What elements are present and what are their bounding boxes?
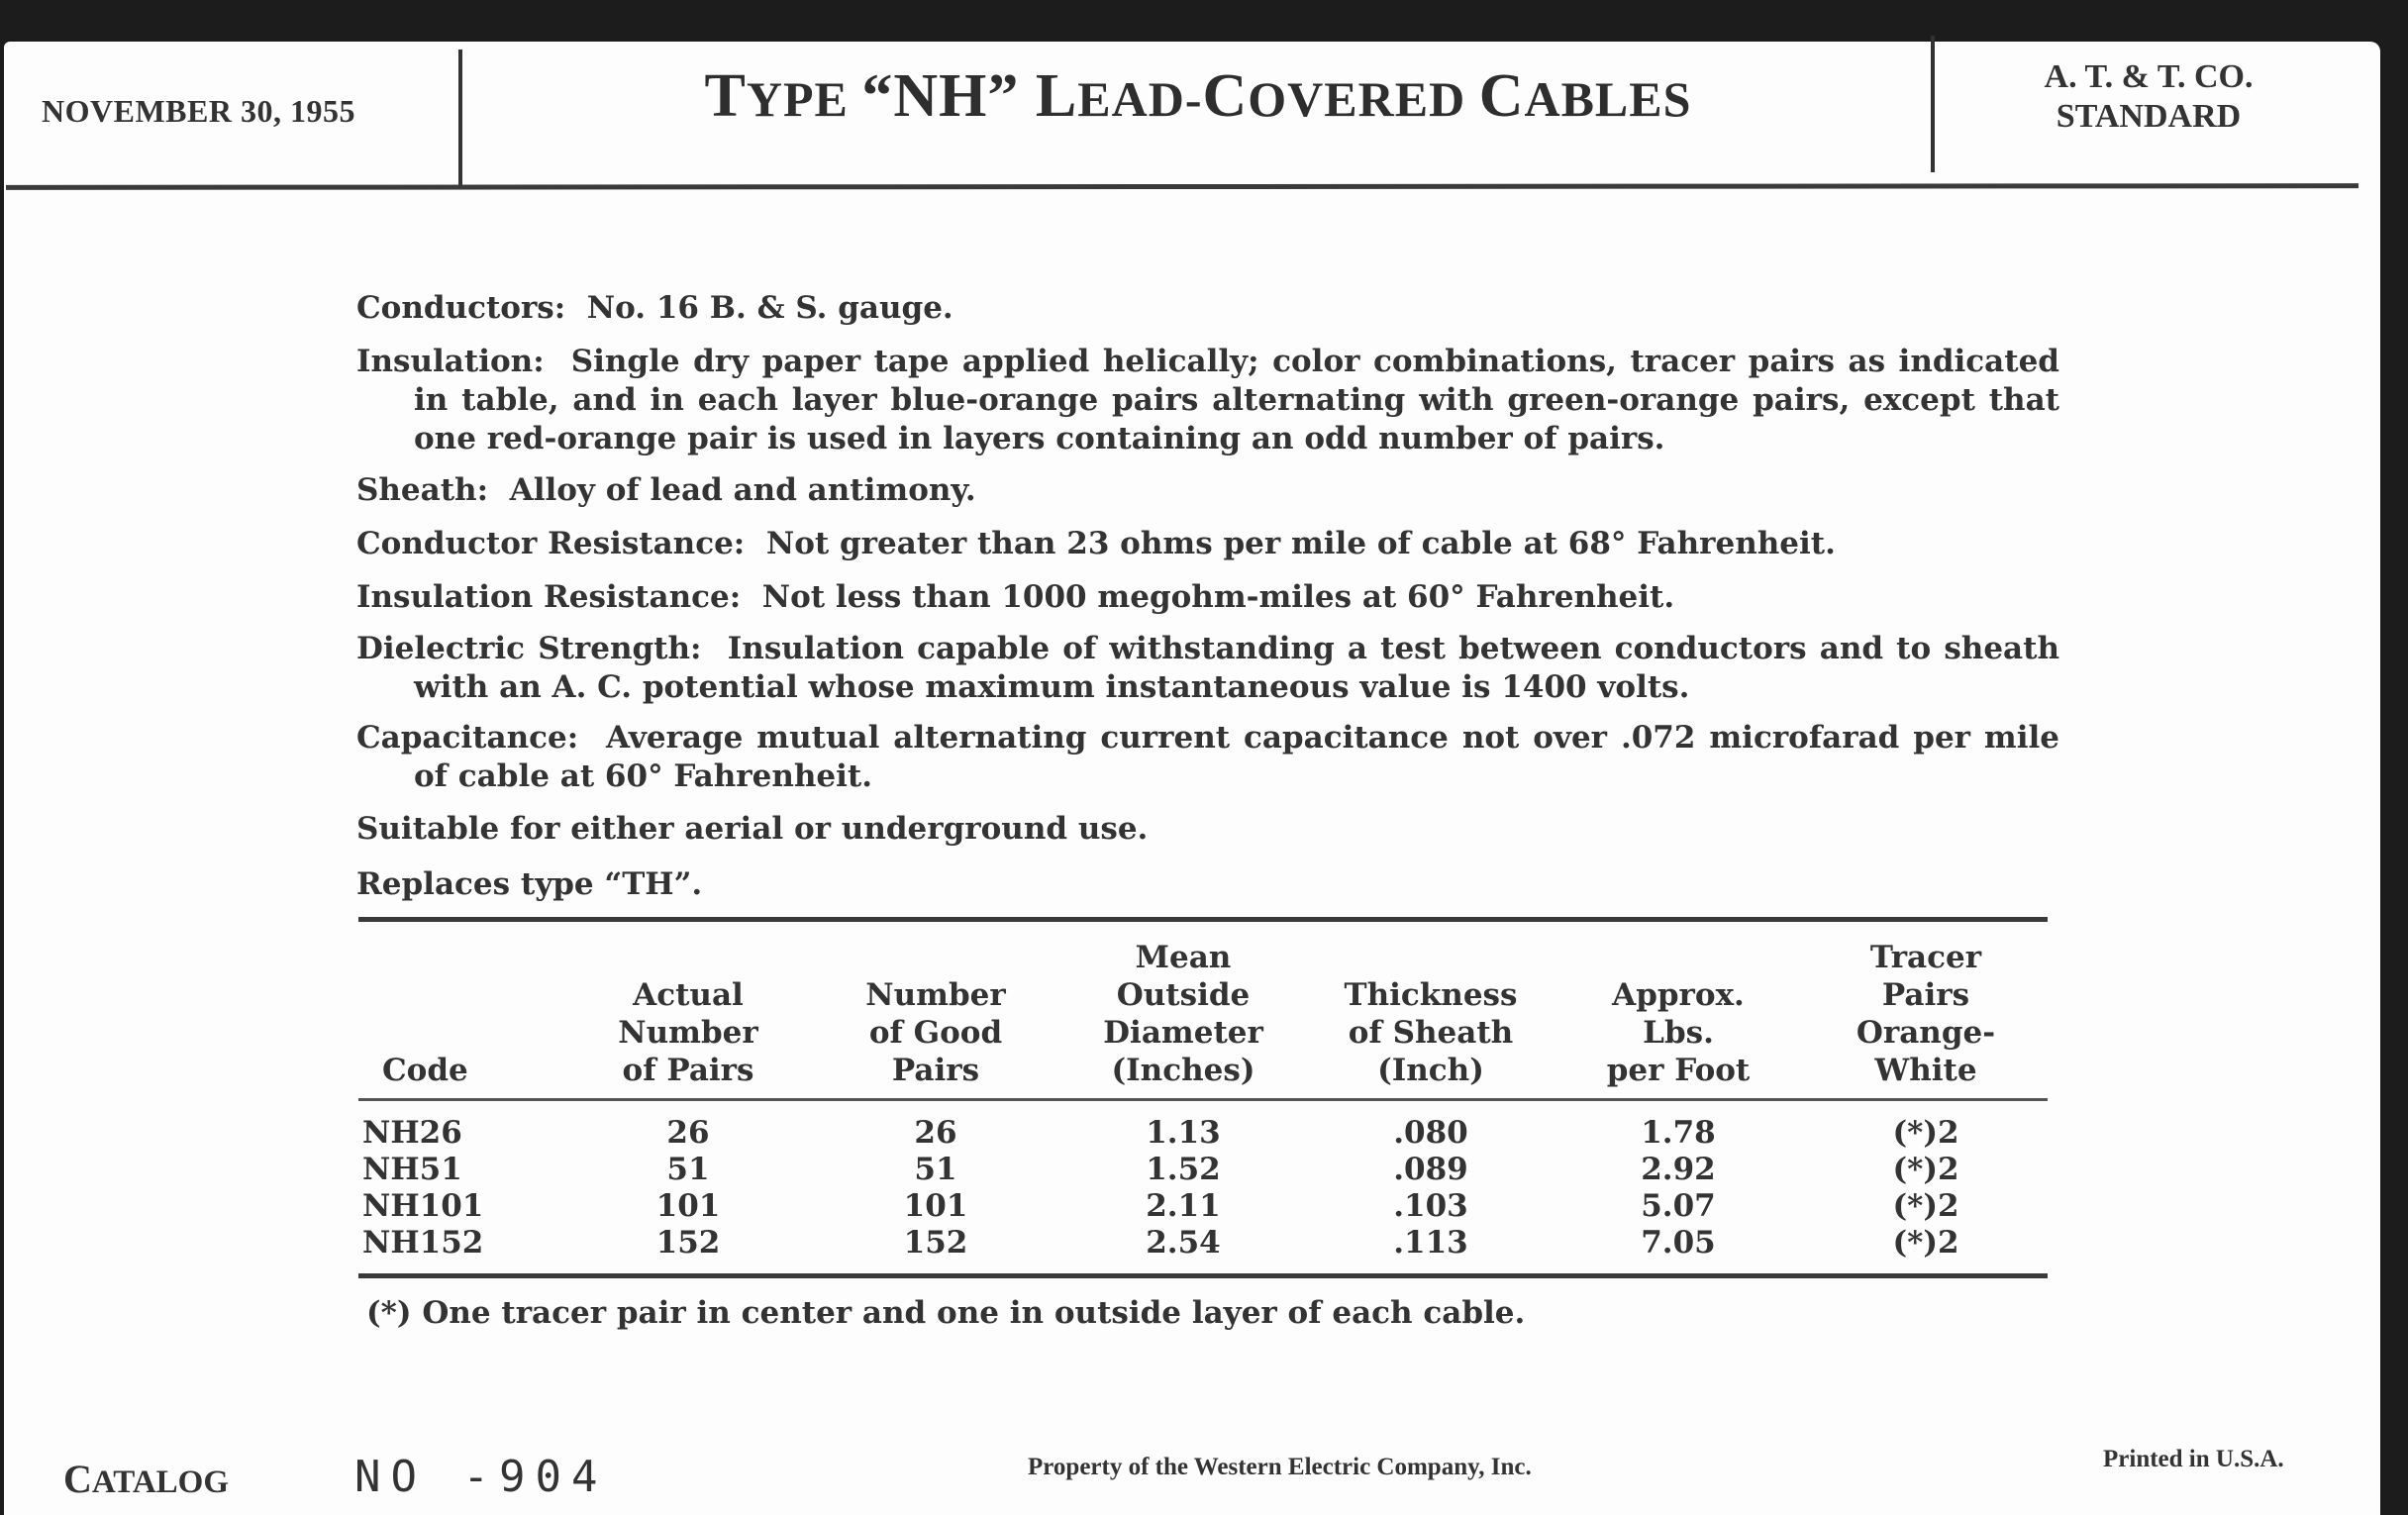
cell-weight: 2.92 [1641, 1152, 1716, 1187]
title-word-cables: CABLES [1478, 62, 1692, 130]
title-word-lead-covered: LEAD-COVERED [1035, 62, 1479, 130]
table-bottom-rule [358, 1273, 2048, 1278]
table-row [356, 1115, 2050, 1152]
table-top-rule [358, 917, 2048, 922]
cell-diameter: 1.52 [1146, 1152, 1221, 1187]
table-row [356, 1188, 2050, 1225]
table-footnote: (*) One tracer pair in center and one in outside layer of each cable. [366, 1295, 1526, 1331]
cell-tracer-pairs: (*)2 [1892, 1152, 1959, 1187]
standard-text: STANDARD [2056, 98, 2242, 135]
cell-good-pairs: 26 [914, 1115, 957, 1151]
cell-good-pairs: 152 [903, 1225, 968, 1261]
column-header-code: Code [382, 1053, 468, 1088]
cell-good-pairs: 101 [903, 1188, 968, 1224]
cell-sheath-thickness: .103 [1393, 1188, 1468, 1224]
table-row [356, 1225, 2050, 1262]
cell-code: NH26 [362, 1115, 462, 1151]
cell-sheath-thickness: .080 [1393, 1115, 1468, 1151]
cell-weight: 7.05 [1641, 1225, 1716, 1261]
spec-dielectric-strength: Dielectric Strength: Insulation capable of withstanding a test between conductors and to sheath with an A. C. potential whose maximum instantaneous value is 1400 volts. [356, 631, 2059, 705]
cell-actual-pairs: 152 [655, 1225, 721, 1261]
cell-weight: 1.78 [1641, 1115, 1716, 1151]
specifications [356, 0, 2059, 990]
cell-actual-pairs: 51 [666, 1152, 710, 1187]
catalog-number: NO -904 [354, 1452, 608, 1502]
standard-company: A. T. & T. CO. [2044, 58, 2254, 95]
column-header-sheath-thickness: Thickness of Sheath (Inch) [1344, 977, 1518, 1088]
cell-actual-pairs: 101 [655, 1188, 721, 1224]
cell-actual-pairs: 26 [666, 1115, 710, 1151]
cell-sheath-thickness: .089 [1393, 1152, 1468, 1187]
column-header-diameter: Mean Outside Diameter (Inches) [1103, 940, 1263, 1088]
title-word-type: TYPE [704, 62, 862, 130]
cell-code: NH51 [362, 1152, 462, 1187]
cell-diameter: 2.11 [1146, 1188, 1221, 1224]
cell-tracer-pairs: (*)2 [1892, 1225, 1959, 1261]
catalog-label: CATALOG [63, 1457, 230, 1501]
cell-code: NH152 [362, 1225, 484, 1261]
document-date: NOVEMBER 30, 1955 [42, 93, 355, 129]
title-word-nh: “NH” [861, 62, 1036, 130]
column-header-actual-pairs: Actual Number of Pairs [618, 977, 758, 1088]
spec-capacitance: Capacitance: Average mutual alternating current capacitance not over .072 microfarad per mile of cable at 60° Fahrenheit. [356, 720, 2060, 794]
spec-replaces: Replaces type “TH”. [356, 866, 703, 902]
spec-sheath: Sheath: Alloy of lead and antimony. [356, 472, 976, 508]
spec-insulation-resistance: Insulation Resistance: Not less than 1000 megohm-miles at 60° Fahrenheit. [356, 579, 1675, 615]
spec-usage: Suitable for either aerial or underground use. [356, 811, 1149, 847]
cable-specs-table [356, 931, 2050, 1262]
cell-sheath-thickness: .113 [1393, 1225, 1468, 1261]
column-header-tracer-pairs: Tracer Pairs Orange- White [1856, 940, 1996, 1088]
spec-conductors: Conductors: No. 16 B. & S. gauge. [356, 290, 953, 326]
cell-tracer-pairs: (*)2 [1892, 1188, 1959, 1224]
spec-conductor-resistance: Conductor Resistance: Not greater than 23 ohms per mile of cable at 68° Fahrenheit. [356, 526, 1836, 561]
cell-good-pairs: 51 [914, 1152, 957, 1187]
spec-insulation: Insulation: Single dry paper tape applied helically; color combinations, tracer pairs as indicated in table, and in each layer blue-orange pairs alternating with green-orange pairs, except that one red-orange pair is used in layers containing an odd number of pairs. [356, 344, 2059, 456]
cell-diameter: 2.54 [1146, 1225, 1221, 1261]
cell-tracer-pairs: (*)2 [1892, 1115, 1959, 1151]
table-row [356, 1152, 2050, 1188]
cell-diameter: 1.13 [1146, 1115, 1221, 1151]
printed-in-notice: Printed in U.S.A. [2103, 1446, 2284, 1472]
column-header-good-pairs: Number of Good Pairs [865, 977, 1006, 1088]
cell-code: NH101 [362, 1188, 484, 1224]
table-header-row [356, 931, 2050, 1097]
column-header-weight: Approx. Lbs. per Foot [1606, 977, 1751, 1088]
property-notice: Property of the Western Electric Company, Inc. [1028, 1454, 1532, 1480]
cell-weight: 5.07 [1641, 1188, 1716, 1224]
